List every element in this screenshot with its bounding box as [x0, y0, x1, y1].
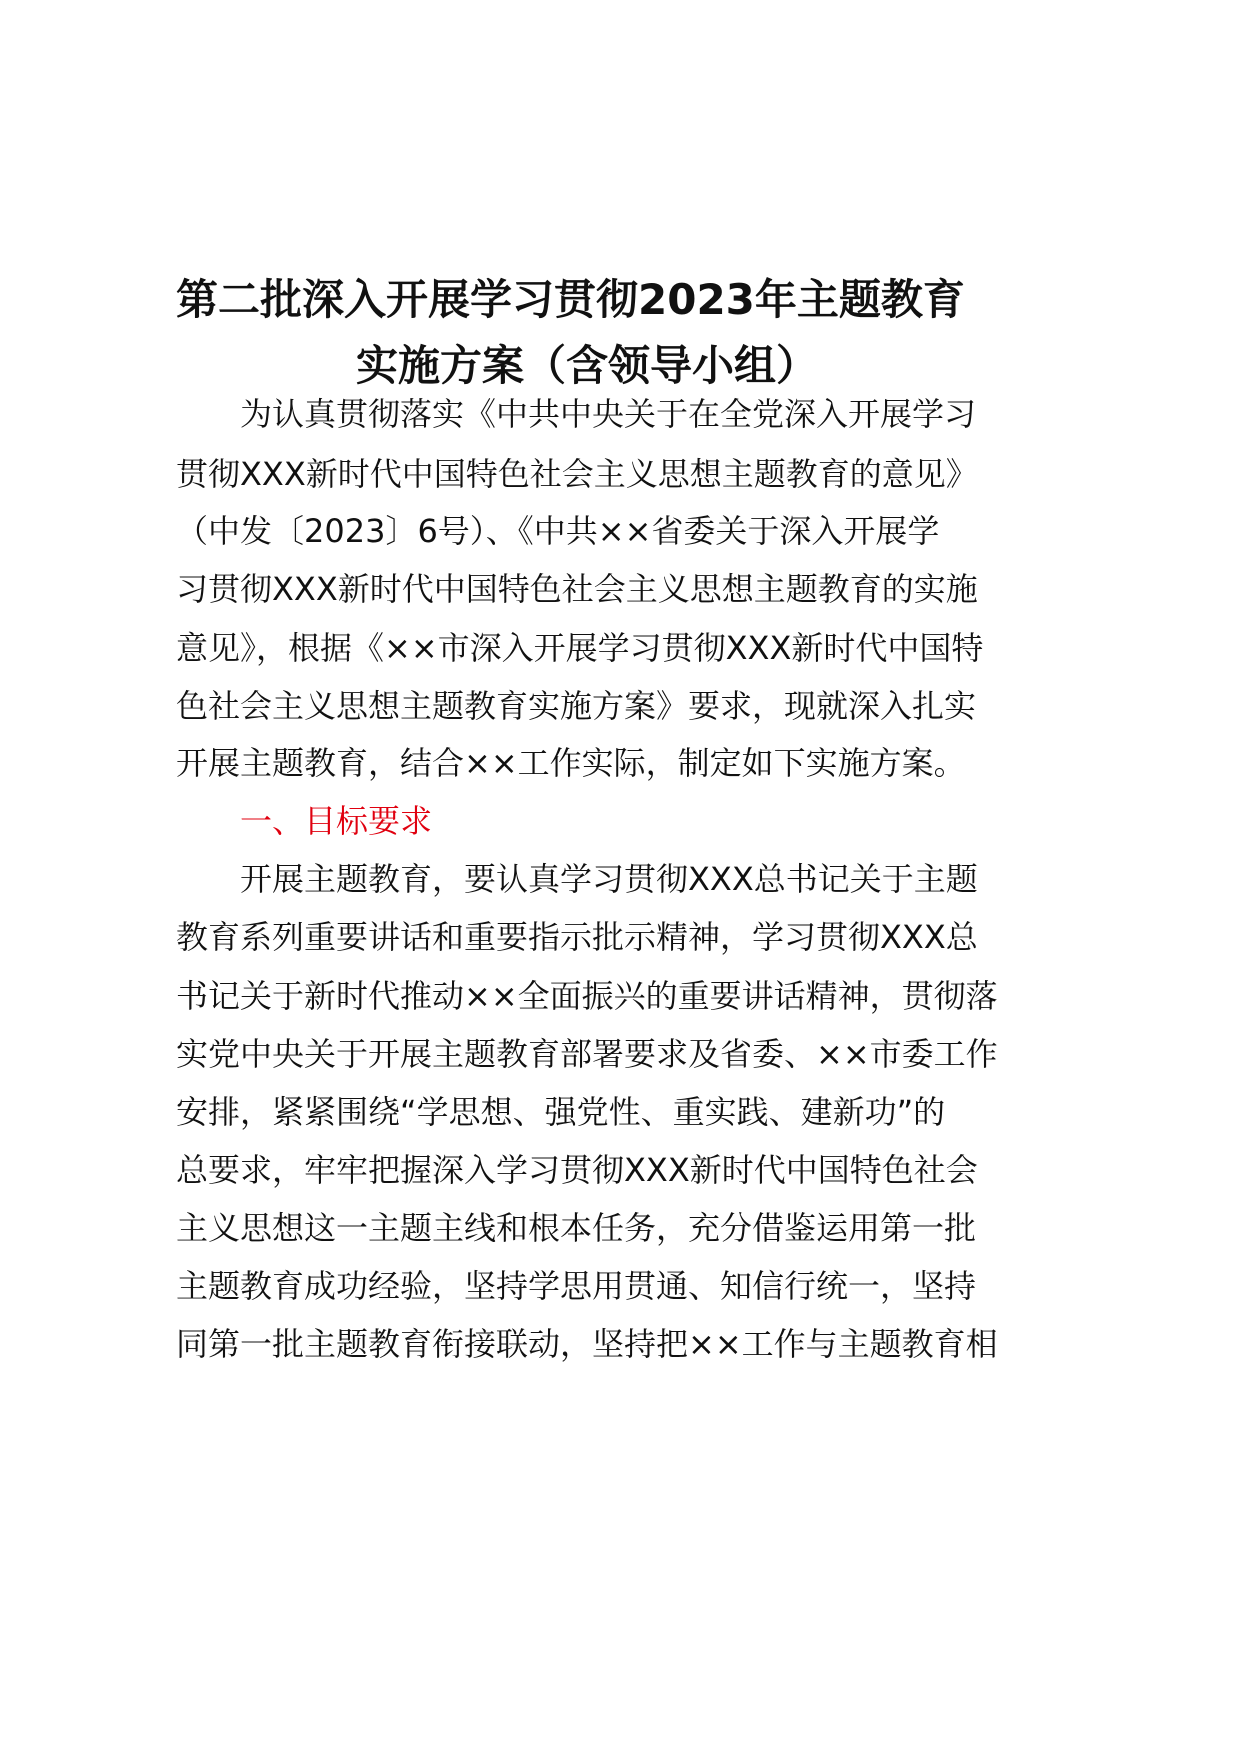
section1-line: 主题教育成功经验，坚持学思用贯通、知信行统一，坚持 [176, 1267, 977, 1305]
section1-line: 总要求，牢牢把握深入学习贯彻XXX新时代中国特色社会 [176, 1151, 978, 1189]
section-heading: 一、目标要求 [240, 802, 433, 840]
intro-line: 贯彻XXX新时代中国特色社会主义思想主题教育的意见》 [176, 455, 978, 493]
intro-line: 习贯彻XXX新时代中国特色社会主义思想主题教育的实施 [176, 570, 978, 608]
document-title-line-1: 第二批深入开展学习贯彻2023年主题教育 [176, 275, 965, 324]
intro-line: 意见》，根据《××市深入开展学习贯彻XXX新时代中国特 [176, 629, 984, 667]
section1-line: 主义思想这一主题主线和根本任务，充分借鉴运用第一批 [176, 1209, 977, 1247]
intro-line: 为认真贯彻落实《中共中央关于在全党深入开展学习 [240, 395, 977, 433]
section1-line: 实党中央关于开展主题教育部署要求及省委、××市委工作 [176, 1035, 998, 1073]
section1-line: 安排，紧紧围绕“学思想、强党性、重实践、建新功”的 [176, 1093, 946, 1131]
intro-line: 色社会主义思想主题教育实施方案》要求，现就深入扎实 [176, 687, 977, 725]
section1-line: 教育系列重要讲话和重要指示批示精神，学习贯彻XXX总 [176, 918, 978, 956]
intro-line: （中发〔2023〕6号）、《中共××省委关于深入开展学 [176, 512, 940, 550]
section1-line: 书记关于新时代推动××全面振兴的重要讲话精神，贯彻落 [176, 977, 998, 1015]
section1-line: 开展主题教育，要认真学习贯彻XXX总书记关于主题 [240, 860, 978, 898]
intro-line: 开展主题教育，结合××工作实际，制定如下实施方案。 [176, 744, 966, 782]
section1-line: 同第一批主题教育衔接联动，坚持把××工作与主题教育相 [176, 1325, 998, 1363]
document-title-line-2: 实施方案（含领导小组） [356, 341, 819, 390]
